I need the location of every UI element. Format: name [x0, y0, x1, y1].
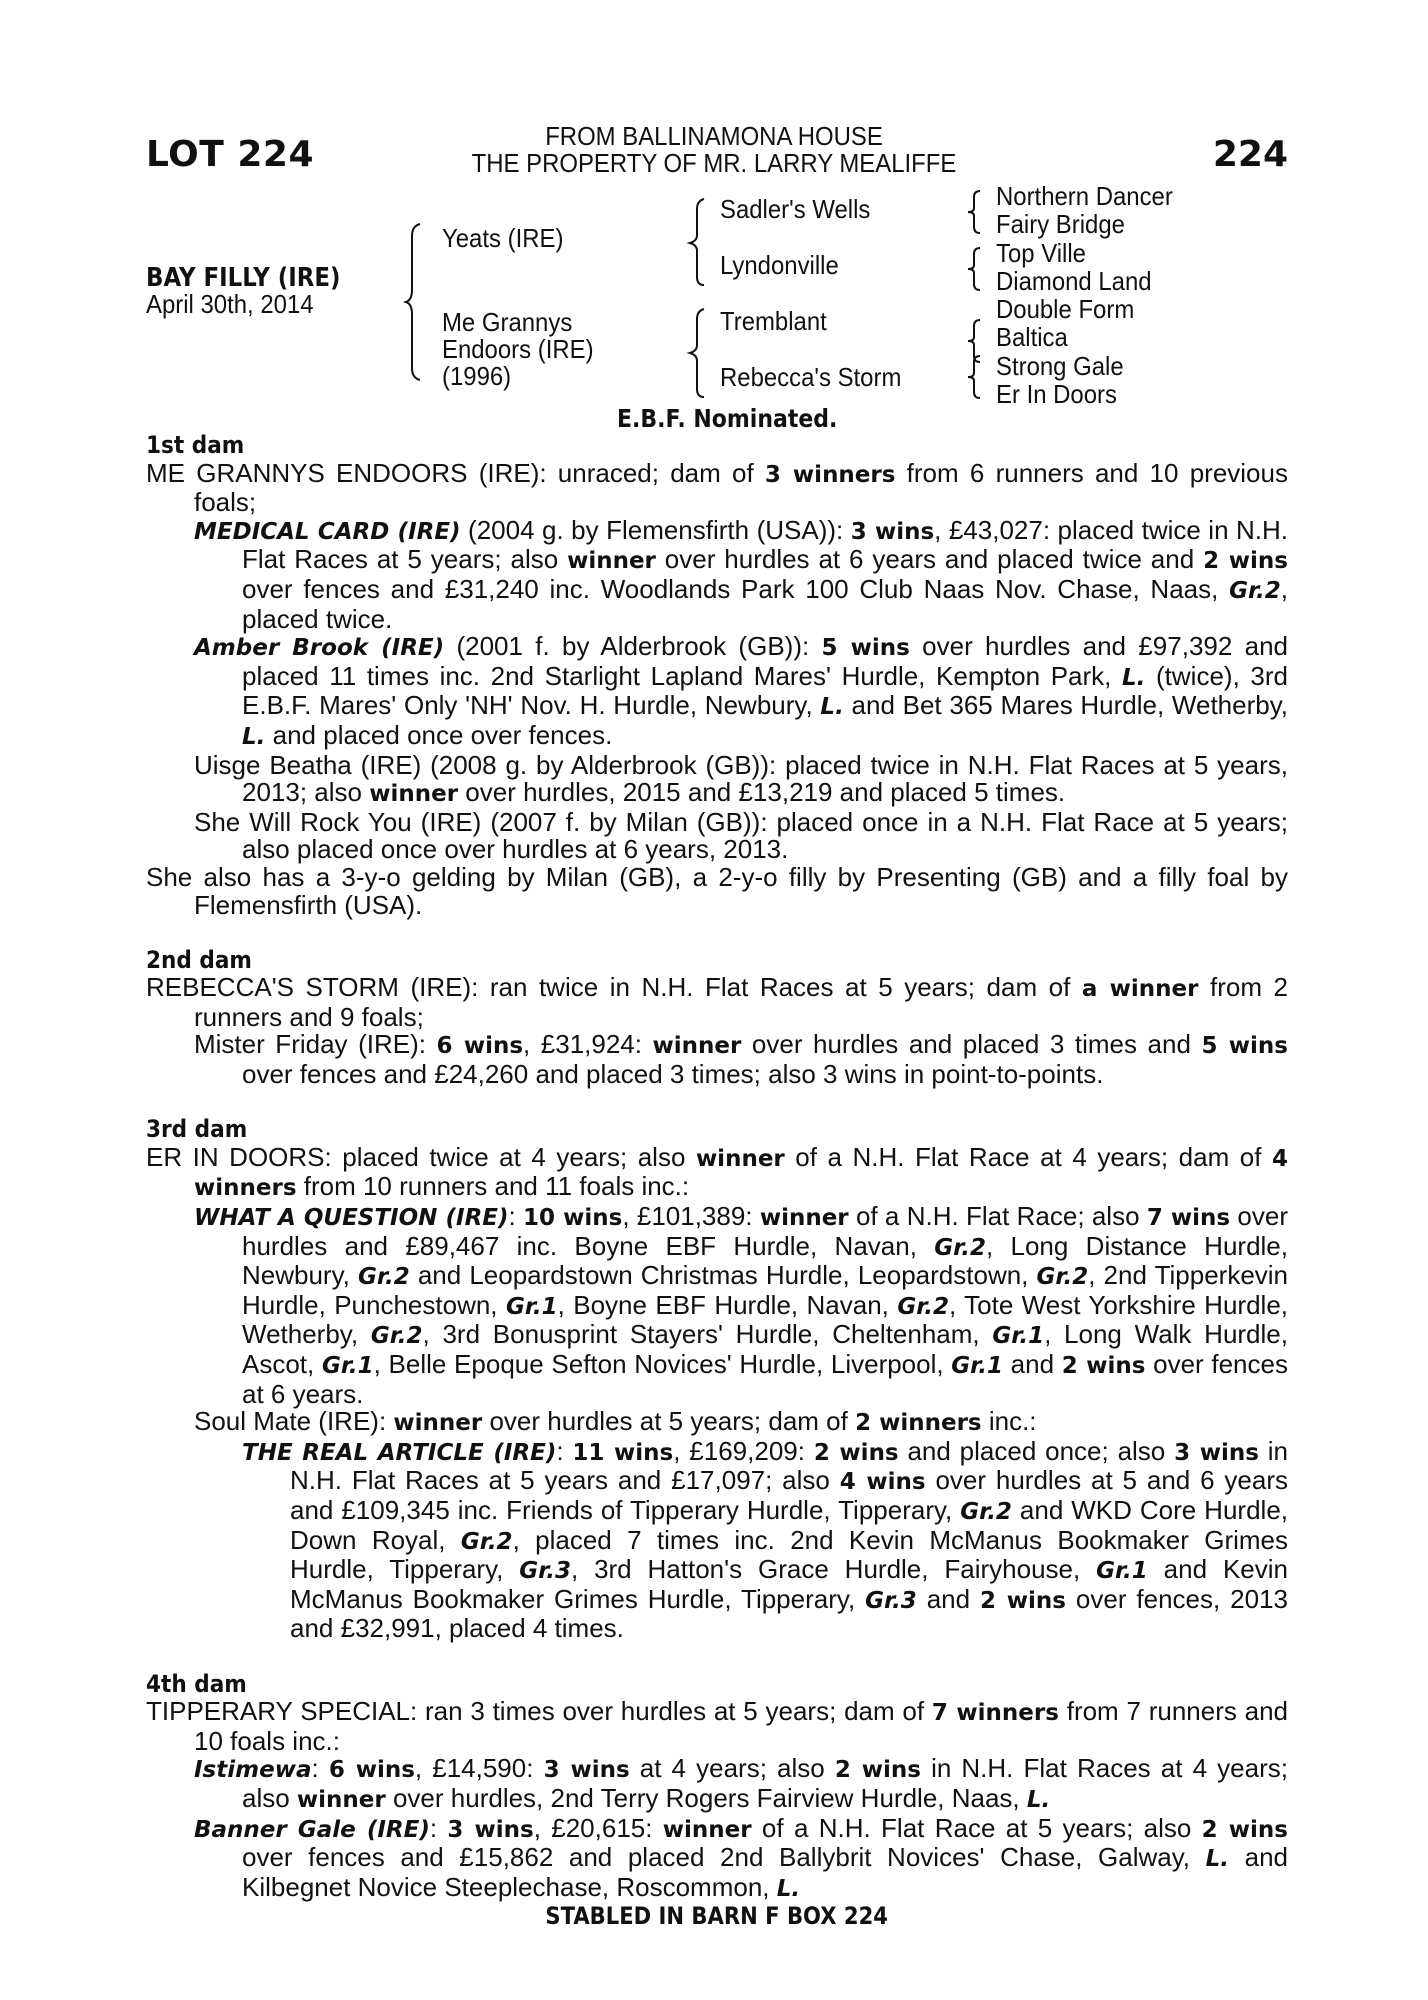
text-run: , placed 7 times inc. 2nd Kevin McManus Bookmaker Grimes Hurdle, Tipperary,	[290, 1524, 1288, 1585]
produce-entry	[146, 749, 1288, 809]
section-heading: 3rd dam	[146, 1115, 248, 1144]
pedigree-name-text: Me Grannys	[442, 307, 573, 337]
text-run: , £43,027: placed twice in N.H. Flat Races at 5 years; also	[242, 514, 1288, 575]
dam-summary	[146, 1698, 1288, 1755]
pedigree-gen3-list	[996, 182, 1188, 408]
produce-entry	[146, 1031, 1288, 1088]
pedigree-gen3-double-form	[996, 295, 1188, 323]
text-run: at 4 years; also	[629, 1753, 835, 1784]
text-run: and placed once; also	[898, 1435, 1175, 1466]
produce-name: MEDICAL CARD (IRE)	[194, 518, 461, 545]
bold-text: winner	[759, 1205, 849, 1232]
text-run: ME GRANNYS ENDOORS (IRE): unraced; dam of	[146, 457, 765, 488]
bold-text: 3 wins	[447, 1816, 534, 1843]
text-run: :	[556, 1435, 573, 1466]
produce-name: Istimewa	[194, 1757, 312, 1784]
pedigree-dam	[442, 309, 607, 390]
dam-summary	[146, 457, 1288, 518]
text-run: , Boyne EBF Hurdle, Navan,	[557, 1289, 898, 1320]
emphasis-text: Gr.2	[1229, 577, 1281, 604]
text-run: over hurdles, 2nd Terry Rogers Fairview Hurdle, Naas,	[385, 1782, 1027, 1813]
text-run: over hurdles and £97,392 and placed 11 times inc. 2nd Starlight Lapland Mares' Hurdle, Kempton Park,	[242, 631, 1289, 691]
produce-entry	[146, 1755, 1288, 1814]
pedigree-name-text: Sadler's Wells	[720, 194, 871, 224]
text-run: in N.H. Flat Races at 4 years; also	[242, 1753, 1288, 1813]
pedigree-name-text: Double Form	[996, 294, 1135, 325]
emphasis-text: Gr.3	[519, 1558, 571, 1585]
pedigree-name-text: Yeats (IRE)	[442, 223, 564, 253]
text-run: and WKD Core Hurdle, Down Royal,	[290, 1494, 1288, 1555]
pedigree-name-text: Northern Dancer	[996, 181, 1173, 211]
pedigree-sire	[442, 225, 574, 253]
text-run: from 10 runners and 11 foals inc.:	[296, 1171, 690, 1202]
text-run: from 2 runners and 9 foals;	[194, 972, 1288, 1032]
pedigree-name-text: Endoors (IRE)	[442, 334, 594, 364]
produce-entry	[146, 514, 1288, 634]
text-run: , 2nd Tipperkevin Hurdle, Punchestown,	[242, 1260, 1289, 1320]
pedigree-name-text: Baltica	[996, 322, 1068, 353]
produce-entry	[146, 806, 1288, 865]
pedigree-name-text: Tremblant	[720, 306, 827, 336]
text-run: of a N.H. Flat Race; also	[848, 1201, 1147, 1232]
produce-entry	[146, 1408, 1288, 1438]
produce-name: THE REAL ARTICLE (IRE)	[242, 1439, 557, 1466]
emphasis-text: L.	[1205, 1846, 1230, 1873]
text-run: , placed twice.	[242, 573, 1288, 634]
bold-text: 5 wins	[1201, 1033, 1288, 1060]
spacer	[146, 919, 1288, 947]
text-run: Mister Friday (IRE):	[194, 1029, 437, 1060]
pedigree-brace-sire	[690, 197, 710, 287]
text-run: of a N.H. Flat Race at 5 years; also	[751, 1812, 1202, 1843]
horse-name: BAY FILLY (IRE)	[146, 263, 341, 293]
pedigree-dam-dam	[720, 364, 917, 392]
produce-entry	[146, 1203, 1288, 1408]
pedigree-gen3-baltica	[996, 323, 1188, 351]
text-run: over fences, 2013 and £32,991, placed 4 times.	[290, 1583, 1289, 1644]
text-run: She Will Rock You (IRE) (2007 f. by Milan (GB)): placed once in a N.H. Flat Race at 5 years; also placed once over hurdles at 6 years, 2013.	[194, 806, 1288, 865]
bold-text: 2 winners	[855, 1410, 982, 1437]
bold-text: 2 wins	[813, 1439, 899, 1466]
consignor-property-line: THE PROPERTY OF MR. LARRY MEALIFFE	[471, 148, 957, 178]
bold-text: winner	[662, 1816, 752, 1843]
text-run: over hurdles at 5 and 6 years and £109,345 inc. Friends of Tipperary Hurdle, Tipperary,	[290, 1465, 1288, 1525]
bold-text: 3 wins	[543, 1757, 630, 1784]
emphasis-text: Gr.1	[951, 1353, 1003, 1379]
spacer	[146, 1089, 1288, 1117]
text-run: , Belle Epoque Sefton Novices' Hurdle, Liverpool,	[373, 1349, 952, 1379]
text-run: over fences at 6 years.	[242, 1349, 1288, 1409]
bold-text: 11 wins	[572, 1439, 674, 1466]
pedigree-sire-sire	[720, 196, 883, 224]
text-run: from 6 runners and 10 previous foals;	[194, 457, 1288, 518]
bold-text: 4 winners	[194, 1145, 1288, 1202]
emphasis-text: Gr.2	[370, 1323, 423, 1350]
text-run: TIPPERARY SPECIAL: ran 3 times over hurdles at 5 years; dam of	[146, 1696, 932, 1727]
text-run: and	[916, 1583, 981, 1614]
text-run: of a N.H. Flat Race at 4 years; dam of	[784, 1141, 1272, 1172]
text-run: over fences and £15,862 and placed 2nd Ballybrit Novices' Chase, Galway,	[242, 1842, 1206, 1873]
text-run: inc.:	[981, 1406, 1037, 1437]
emphasis-text: L.	[242, 723, 266, 750]
lot-number: 224	[1212, 134, 1288, 175]
text-run: , £169,209:	[673, 1435, 814, 1466]
text-run: , £31,924:	[523, 1029, 653, 1060]
produce-name: Banner Gale (IRE)	[194, 1816, 430, 1843]
text-run: , Tote West Yorkshire Hurdle, Wetherby,	[242, 1289, 1289, 1350]
bold-text: 2 wins	[1201, 1816, 1288, 1843]
emphasis-text: Gr.3	[865, 1587, 917, 1614]
bold-text: winner	[567, 548, 656, 575]
text-run: , 3rd Bonusprint Stayers' Hurdle, Cheltenham,	[422, 1319, 993, 1350]
section-3rd-dam	[146, 1116, 1288, 1643]
text-run: and Kevin McManus Bookmaker Grimes Hurdle, Tipperary,	[290, 1554, 1288, 1614]
pedigree-gen3-strong-gale	[996, 352, 1188, 380]
text-run: (2001 f. by Alderbrook (GB)):	[444, 631, 822, 662]
text-run: over hurdles, 2015 and £13,219 and placed 5 times.	[458, 777, 1066, 808]
emphasis-text: Gr.2	[934, 1234, 986, 1261]
emphasis-text: Gr.2	[897, 1293, 949, 1320]
bold-text: 3 wins	[850, 518, 935, 545]
emphasis-text: Gr.2	[460, 1528, 513, 1555]
produce-name: Amber Brook (IRE)	[194, 635, 445, 662]
emphasis-text: L.	[820, 694, 844, 721]
bold-text: 7 winners	[931, 1700, 1059, 1727]
produce-name: WHAT A QUESTION (IRE)	[194, 1205, 509, 1232]
pedigree-name-text: Lyndonville	[720, 250, 839, 280]
bold-text: winner	[652, 1033, 742, 1060]
text-run: and Bet 365 Mares Hurdle, Wetherby,	[843, 690, 1289, 721]
emphasis-text: Gr.2	[1036, 1264, 1089, 1291]
lot-label: LOT 224	[146, 134, 314, 175]
catalogue-body	[146, 432, 1288, 1931]
text-run: over hurdles at 5 years; dam of	[482, 1406, 856, 1437]
bold-text: a winner	[1081, 976, 1199, 1003]
pedigree-gen3-fairy-bridge	[996, 210, 1188, 238]
emphasis-text: L.	[776, 1875, 801, 1902]
produce-entry	[146, 1435, 1289, 1644]
emphasis-text: L.	[1026, 1786, 1051, 1813]
emphasis-text: L.	[1122, 664, 1146, 691]
text-run: , £20,615:	[533, 1812, 663, 1843]
bold-text: 10 wins	[523, 1205, 623, 1232]
bold-text: 4 wins	[839, 1469, 926, 1496]
bold-text: winner	[393, 1410, 483, 1437]
text-run: :	[508, 1201, 524, 1232]
bold-text: 7 wins	[1146, 1205, 1231, 1232]
section-heading: 2nd dam	[146, 945, 252, 974]
text-run: and	[1002, 1349, 1062, 1379]
bold-text: winner	[695, 1145, 785, 1172]
pedigree-gen3-top-ville	[996, 239, 1188, 267]
text-run: (2004 g. by Flemensfirth (USA)):	[460, 514, 851, 545]
section-4th-dam	[146, 1671, 1288, 1904]
text-run: , £101,389:	[622, 1201, 760, 1232]
text-run: over fences and £24,260 and placed 3 times; also 3 wins in point-to-points.	[242, 1059, 1104, 1090]
text-run: , Long Distance Hurdle, Newbury,	[242, 1230, 1288, 1291]
bold-text: 6 wins	[328, 1757, 415, 1784]
pedigree-brace-gen1	[406, 222, 426, 382]
bold-text: 2 wins	[980, 1587, 1066, 1614]
dam-summary	[146, 1141, 1288, 1203]
text-run: and Leopardstown Christmas Hurdle, Leopardstown,	[409, 1260, 1037, 1291]
consignor-from-line: FROM BALLINAMONA HOUSE	[545, 121, 883, 151]
emphasis-text: Gr.2	[960, 1498, 1012, 1525]
bold-text: 2 wins	[1203, 548, 1288, 575]
emphasis-text: Gr.2	[358, 1264, 410, 1291]
text-run: , Long Walk Hurdle, Ascot,	[242, 1319, 1288, 1379]
pedigree-brace-gen3-b	[968, 246, 984, 292]
other-produce-note: She also has a 3-y-o gelding by Milan (GB), a 2-y-o filly by Presenting (GB) and a filly foal by Flemensfirth (USA).	[146, 861, 1288, 920]
text-run: STABLED IN BARN F BOX 224	[545, 1902, 889, 1931]
section-heading: 1st dam	[146, 431, 245, 459]
pedigree-gen3-northern-dancer	[996, 182, 1188, 210]
emphasis-text: Gr.1	[505, 1293, 558, 1320]
text-run: and placed once over fences.	[265, 719, 613, 750]
produce-entry	[146, 633, 1288, 751]
pedigree-brace-gen3-a	[968, 189, 984, 235]
bold-text: 5 wins	[821, 635, 910, 662]
text-run: over fences and £31,240 inc. Woodlands Park 100 Club Naas Nov. Chase, Naas,	[242, 573, 1230, 604]
pedigree-brace-dam	[690, 307, 710, 399]
text-run: over hurdles and £89,467 inc. Boyne EBF Hurdle, Navan,	[242, 1201, 1288, 1261]
pedigree-name-text: Diamond Land	[996, 265, 1152, 296]
pedigree-name-text: Top Ville	[996, 237, 1086, 268]
produce-entry	[146, 1812, 1288, 1904]
text-run: REBECCA'S STORM (IRE): ran twice in N.H. Flat Races at 5 years; dam of	[146, 972, 1082, 1003]
text-run: Soul Mate (IRE):	[194, 1406, 394, 1437]
emphasis-text: Gr.1	[992, 1323, 1045, 1350]
text-run: :	[311, 1753, 329, 1784]
spacer	[146, 1643, 1288, 1671]
text-run: over hurdles at 6 years and placed twice and	[655, 544, 1204, 575]
text-run: , 3rd Hatton's Grace Hurdle, Fairyhouse,	[570, 1554, 1097, 1585]
bold-text: winner	[369, 781, 459, 808]
section-2nd-dam	[146, 947, 1288, 1089]
pedigree-gen3-diamond-land	[996, 267, 1188, 295]
emphasis-text: Gr.1	[1096, 1558, 1148, 1585]
text-run: , £14,590:	[414, 1753, 544, 1784]
section-heading: 4th dam	[146, 1669, 247, 1698]
bold-text: 3 winners	[764, 461, 896, 488]
section-1st-dam	[146, 432, 1288, 919]
text-run: and Kilbegnet Novice Steeplechase, Roscommon,	[242, 1842, 1288, 1902]
bold-text: winner	[296, 1786, 386, 1813]
pedigree-sire-dam	[720, 252, 849, 280]
pedigree-name-text: Fairy Bridge	[996, 209, 1125, 240]
text-run: (twice), 3rd E.B.F. Mares' Only 'NH' Nov. H. Hurdle, Newbury,	[242, 660, 1288, 721]
pedigree-dam-sire	[720, 308, 836, 336]
emphasis-text: Gr.1	[321, 1353, 374, 1379]
text-run: over hurdles and placed 3 times and	[741, 1029, 1202, 1060]
text-run: :	[429, 1812, 448, 1843]
text-run: in N.H. Flat Races at 5 years and £17,097; also	[290, 1435, 1289, 1496]
text-run: ER IN DOORS: placed twice at 4 years; also	[146, 1141, 696, 1172]
pedigree-name-text: Rebecca's Storm	[720, 362, 902, 392]
pedigree-brace-gen3-d	[968, 354, 984, 400]
bold-text: 2 wins	[834, 1757, 921, 1784]
text-run: Uisge Beatha (IRE) (2008 g. by Alderbrook (GB)): placed twice in N.H. Flat Races at 5 years, 2013; also	[194, 749, 1288, 808]
bold-text: 6 wins	[436, 1033, 524, 1060]
stabling-location	[146, 1903, 1288, 1931]
dam-summary	[146, 974, 1288, 1031]
horse-foaling-date: April 30th, 2014	[146, 289, 314, 319]
pedigree-name-text: (1996)	[442, 361, 512, 391]
pedigree-name-text: Er In Doors	[996, 379, 1117, 410]
text-run: from 7 runners and 10 foals inc.:	[194, 1696, 1289, 1756]
bold-text: 3 wins	[1174, 1439, 1259, 1466]
bold-text: 2 wins	[1061, 1353, 1146, 1379]
ebf-nomination: E.B.F. Nominated.	[616, 404, 838, 433]
pedigree-name-text: Strong Gale	[996, 350, 1124, 381]
